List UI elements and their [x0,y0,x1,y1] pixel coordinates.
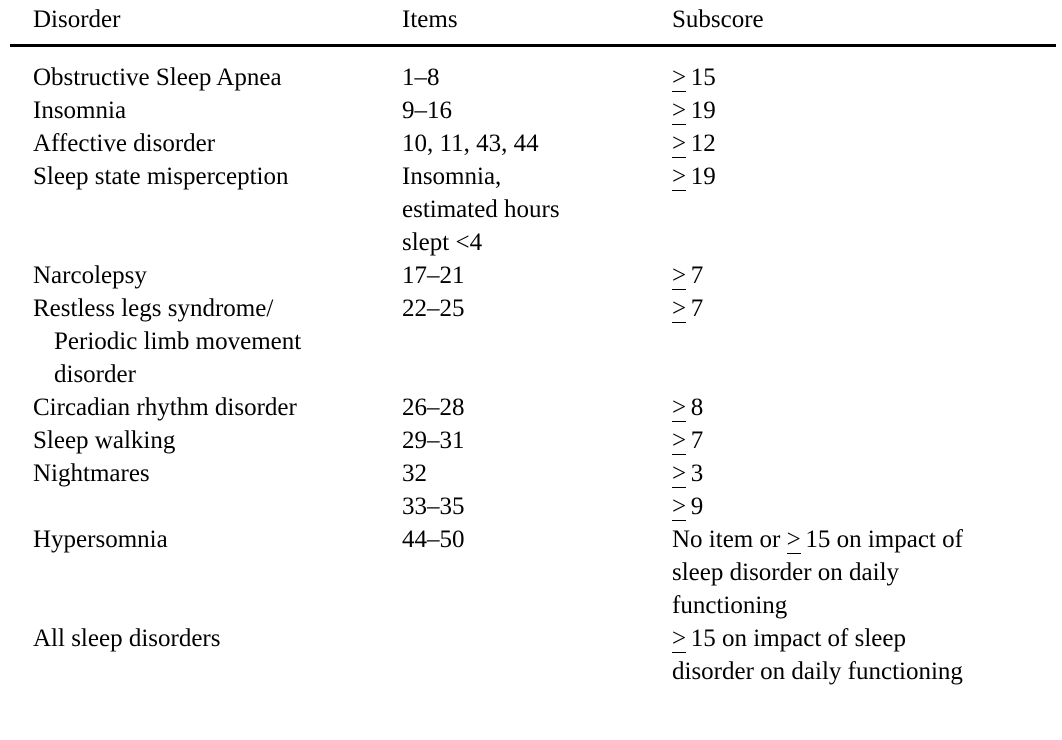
cell-items [395,292,665,391]
cell-disorder-line: Circadian rhythm disorder [33,394,297,421]
cell-disorder-line: Insomnia [33,97,127,124]
cell-items-line: 9–16 [402,97,452,124]
cell-items-line: 44–50 [402,526,465,553]
greater-than-or-equal-icon: > [672,624,687,652]
cell-items [395,523,665,622]
cell-disorder-line: Periodic limb movement [54,328,302,355]
cell-disorder [10,490,395,523]
cell-disorder-line: Nightmares [33,460,150,487]
spacer-cell [395,46,665,62]
column-header-subscore: Subscore [665,0,1056,46]
cell-disorder-line: Narcolepsy [33,262,147,289]
cell-subscore-line: > 7 [672,426,704,454]
greater-than-or-equal-icon: > [672,459,687,487]
cell-subscore [665,259,1056,292]
cell-items [395,490,665,523]
cell-disorder-line: Hypersomnia [33,526,168,553]
cell-subscore [665,490,1056,523]
cell-subscore [665,622,1056,688]
cell-disorder [10,127,395,160]
cell-disorder [10,457,395,490]
cell-items [395,622,665,688]
cell-subscore-line: sleep disorder on daily [672,559,900,586]
cell-subscore-line: > 7 [672,261,704,289]
greater-than-or-equal-icon: > [672,129,687,157]
cell-subscore [665,160,1056,259]
cell-items [395,424,665,457]
cell-subscore [665,127,1056,160]
cell-items-line: 10, 11, 43, 44 [402,130,539,157]
cell-items [395,61,665,94]
sleep-disorder-table [10,0,1056,688]
cell-items [395,127,665,160]
cell-disorder [10,94,395,127]
cell-subscore-line: > 3 [672,459,704,487]
cell-subscore-line: > 12 [672,129,716,157]
cell-subscore-line: > 15 on impact of sleep [672,624,906,652]
table-row [10,259,1056,292]
cell-items-line: Insomnia, [402,163,502,190]
cell-subscore-line: > 8 [672,393,704,421]
cell-subscore-line: > 9 [672,492,704,520]
cell-disorder [10,622,395,688]
cell-subscore [665,292,1056,391]
cell-items [395,160,665,259]
table-row [10,490,1056,523]
column-header-disorder: Disorder [10,0,395,46]
cell-items [395,391,665,424]
cell-subscore [665,523,1056,622]
greater-than-or-equal-icon: > [672,492,687,520]
greater-than-or-equal-icon: > [672,63,687,91]
cell-subscore [665,391,1056,424]
cell-items-line: 33–35 [402,493,465,520]
cell-disorder [10,523,395,622]
greater-than-or-equal-icon: > [672,162,687,190]
cell-subscore-line: > 19 [672,96,716,124]
spacer-cell [10,46,395,62]
table-body [10,46,1056,689]
cell-items-line: 1–8 [402,64,440,91]
cell-disorder-line: All sleep disorders [33,625,221,652]
cell-subscore-line: functioning [672,592,788,619]
header-spacer-row [10,46,1056,62]
cell-items-line: estimated hours [402,196,560,223]
cell-items-line: 17–21 [402,262,465,289]
greater-than-or-equal-icon: > [672,261,687,289]
greater-than-or-equal-icon: > [672,426,687,454]
cell-items [395,94,665,127]
cell-disorder-line: disorder [54,361,136,388]
cell-disorder-line: Sleep walking [33,427,176,454]
cell-disorder [10,391,395,424]
cell-subscore [665,424,1056,457]
cell-items-line: 26–28 [402,394,465,421]
greater-than-or-equal-icon: > [786,525,801,553]
cell-disorder-line: Affective disorder [33,130,216,157]
cell-subscore-line: > 7 [672,294,704,322]
cell-disorder [10,292,395,391]
cell-disorder [10,160,395,259]
cell-subscore [665,61,1056,94]
table-row [10,127,1056,160]
cell-items-line: 22–25 [402,295,465,322]
greater-than-or-equal-icon: > [672,294,687,322]
cell-items-line: 32 [402,460,427,487]
table-row [10,391,1056,424]
table-row [10,622,1056,688]
cell-items [395,259,665,292]
cell-subscore [665,94,1056,127]
cell-disorder [10,61,395,94]
cell-disorder-line [33,490,395,523]
table-header [10,0,1056,46]
cell-subscore [665,457,1056,490]
greater-than-or-equal-icon: > [672,96,687,124]
cell-disorder-line: Obstructive Sleep Apnea [33,64,282,91]
cell-items-line: slept <4 [402,229,483,256]
cell-subscore-line: disorder on daily functioning [672,658,963,685]
cell-disorder-line: Restless legs syndrome/ [33,295,274,322]
cell-subscore-line: No item or > 15 on impact of [672,525,963,553]
table-row [10,523,1056,622]
cell-disorder-line: Sleep state misperception [33,163,289,190]
spacer-cell [665,46,1056,62]
cell-subscore-line: > 19 [672,162,716,190]
greater-than-or-equal-icon: > [672,393,687,421]
cell-disorder [10,259,395,292]
cell-items-line [402,622,665,655]
table-row [10,94,1056,127]
table-row [10,61,1056,94]
table-row [10,292,1056,391]
table-row [10,424,1056,457]
cell-items [395,457,665,490]
cell-subscore-line: > 15 [672,63,716,91]
cell-disorder [10,424,395,457]
header-row [10,0,1056,46]
table-row [10,160,1056,259]
column-header-items: Items [395,0,665,46]
cell-items-line: 29–31 [402,427,465,454]
table-row [10,457,1056,490]
